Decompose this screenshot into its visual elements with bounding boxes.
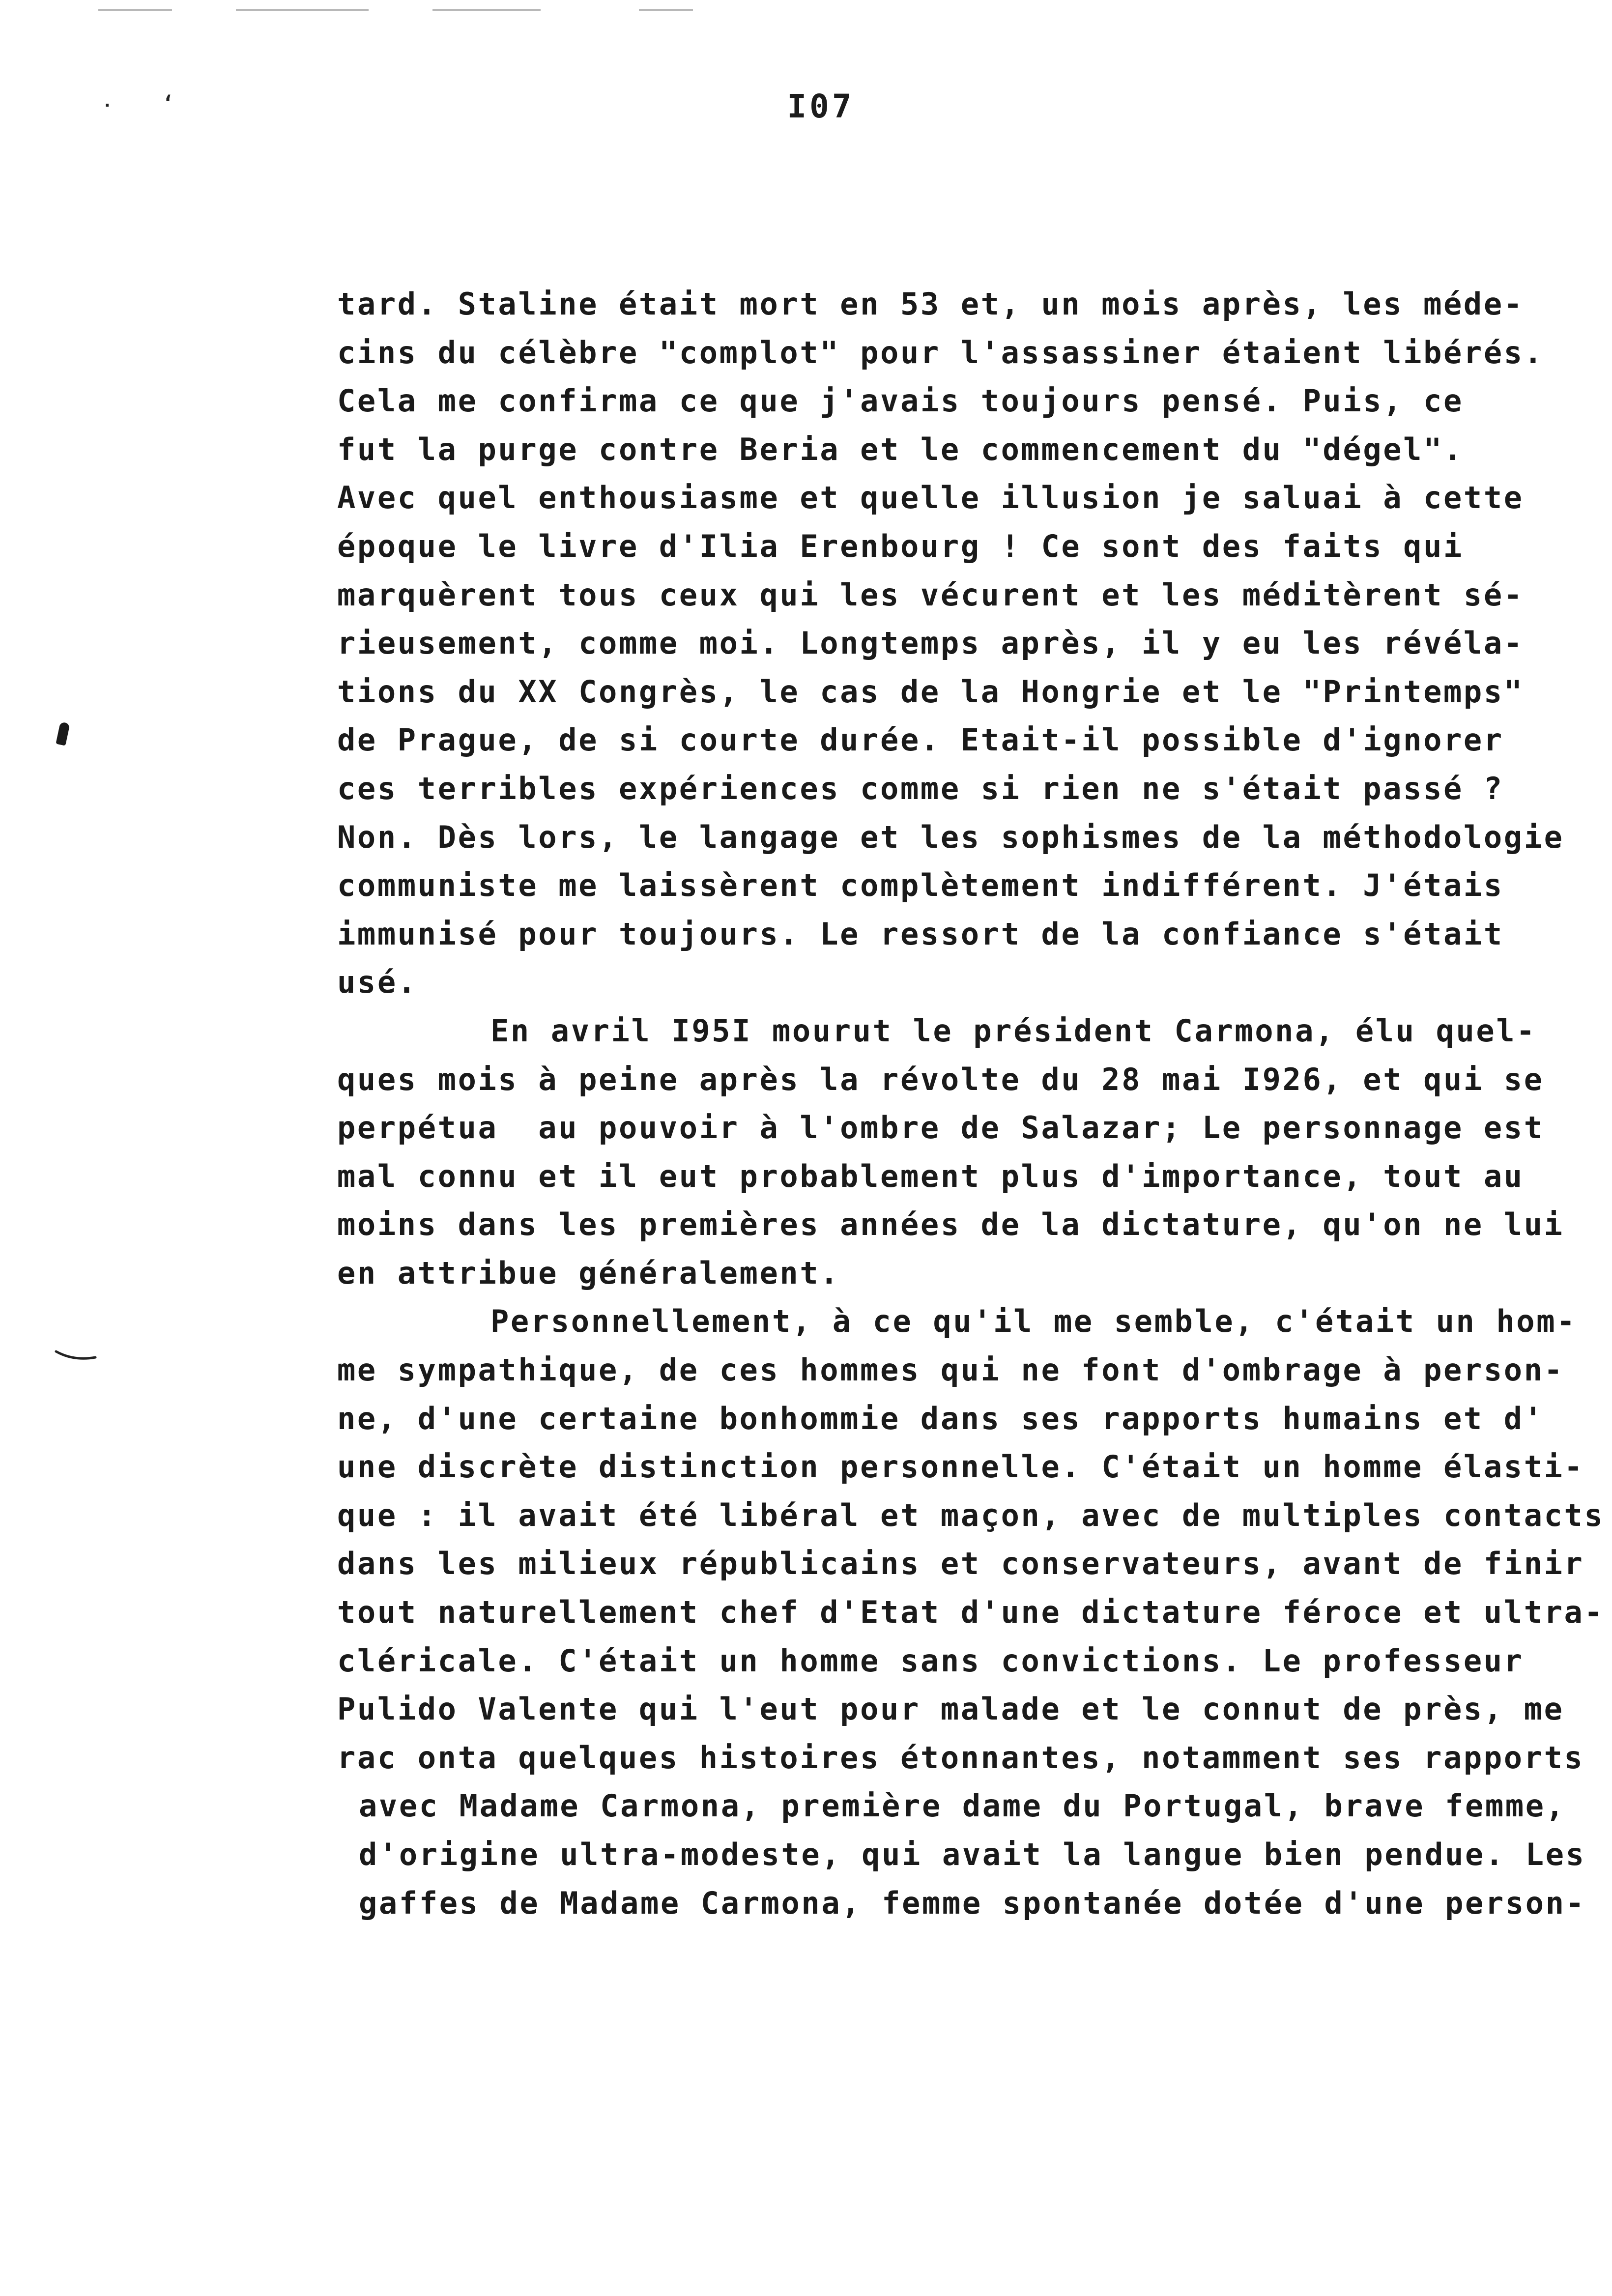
text-line: que : il avait été libéral et maçon, avec de multiples contacts: [337, 1497, 1605, 1533]
margin-curve-mark: [54, 1347, 98, 1366]
text-line: gaffes de Madame Carmona, femme spontanée dotée d'une person-: [359, 1885, 1586, 1921]
text-line: Personnellement, à ce qu'il me semble, c'était un hom-: [490, 1303, 1577, 1340]
text-line: tard. Staline était mort en 53 et, un mois après, les méde-: [337, 286, 1524, 322]
text-line: cléricale. C'était un homme sans convictions. Le professeur: [337, 1642, 1524, 1679]
text-line: me sympathique, de ces hommes qui ne font d'ombrage à person-: [337, 1352, 1564, 1388]
text-line: Cela me confirma ce que j'avais toujours pensé. Puis, ce: [337, 383, 1464, 419]
text-line: usé.: [337, 964, 418, 1001]
paragraph: [337, 1297, 1605, 1927]
text-line: en attribue généralement.: [337, 1255, 840, 1291]
text-line: marquèrent tous ceux qui les vécurent et les méditèrent sé-: [337, 576, 1524, 613]
top-edge-rule: [236, 9, 369, 11]
top-edge-rule: [639, 9, 693, 11]
text-line: moins dans les premières années de la dictature, qu'on ne lui: [337, 1206, 1564, 1243]
text-line: ne, d'une certaine bonhommie dans ses rapports humains et d': [337, 1400, 1544, 1436]
text-line: cins du célèbre "complot" pour l'assassiner étaient libérés.: [337, 334, 1544, 371]
text-line: Non. Dès lors, le langage et les sophismes de la méthodologie: [337, 819, 1564, 855]
page-number: I07: [787, 87, 855, 125]
text-line: ces terribles expériences comme si rien ne s'était passé ?: [337, 770, 1504, 806]
text-line: rac onta quelques histoires étonnantes, notamment ses rapports: [337, 1739, 1584, 1776]
text-line: une discrète distinction personnelle. C'était un homme élasti-: [337, 1449, 1584, 1485]
text-line: époque le livre d'Ilia Erenbourg ! Ce sont des faits qui: [337, 528, 1464, 564]
paragraph: [337, 280, 1564, 1007]
text-line: d'origine ultra-modeste, qui avait la langue bien pendue. Les: [359, 1837, 1586, 1872]
text-line: perpétua au pouvoir à l'ombre de Salazar; Le personnage est: [337, 1110, 1544, 1146]
top-edge-rule: [98, 9, 172, 11]
text-line: tions du XX Congrès, le cas de la Hongrie et le "Printemps": [337, 673, 1524, 710]
text-line: ques mois à peine après la révolte du 28 mai I926, et qui se: [337, 1061, 1544, 1097]
text-line: immunisé pour toujours. Le ressort de la confiance s'était: [337, 916, 1504, 952]
scan-speck: ‘: [162, 92, 174, 115]
text-line: tout naturellement chef d'Etat d'une dictature féroce et ultra-: [337, 1594, 1605, 1631]
text-line: fut la purge contre Beria et le commencement du "dégel".: [337, 431, 1464, 467]
body-text: [337, 280, 1605, 1927]
text-line: avec Madame Carmona, première dame du Portugal, brave femme,: [359, 1788, 1566, 1824]
text-line: mal connu et il eut probablement plus d'importance, tout au: [337, 1158, 1524, 1194]
text-line: de Prague, de si courte durée. Etait-il possible d'ignorer: [337, 722, 1504, 758]
text-line: communiste me laissèrent complètement indifférent. J'étais: [337, 867, 1504, 904]
text-line: Avec quel enthousiasme et quelle illusion je saluai à cette: [337, 480, 1524, 516]
margin-mark: [56, 721, 70, 746]
paragraph: [337, 1007, 1564, 1298]
text-line: dans les milieux républicains et conservateurs, avant de finir: [337, 1546, 1584, 1582]
text-line: rieusement, comme moi. Longtemps après, il y eu les révéla-: [337, 625, 1524, 661]
scan-speck: ·: [102, 96, 113, 115]
top-edge-rule: [432, 9, 541, 11]
text-line: Pulido Valente qui l'eut pour malade et le connut de près, me: [337, 1691, 1564, 1727]
text-line: En avril I95I mourut le président Carmona, élu quel-: [490, 1012, 1537, 1049]
